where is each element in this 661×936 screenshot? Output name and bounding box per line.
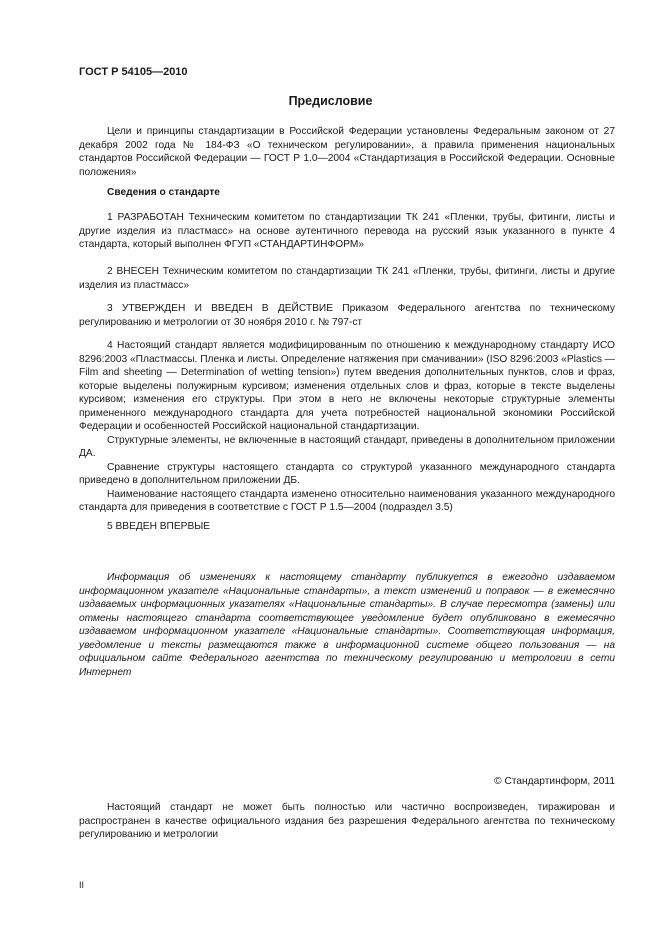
- intro-paragraph: Цели и принципы стандартизации в Российской Федерации установлены Федеральным законом от 27 декабря 2002 года № 184-ФЗ «О техническом регулировании», а правила применения национальных стандартов Российской Федерации — ГОСТ Р 1.0—2004 «Стандартизация в Российской Федерации. Основные положения»: [79, 126, 615, 178]
- item-5: 5 ВВЕДЕН ВПЕРВЫЕ: [107, 521, 211, 532]
- item-4: [79, 339, 615, 515]
- page-number: II: [79, 880, 85, 890]
- copyright: © Стандартинформ, 2011: [494, 776, 615, 787]
- item-2: 2 ВНЕСЕН Техническим комитетом по стандартизации ТК 241 «Пленки, трубы, фитинги, листы и другие изделия из пластмасс»: [79, 266, 615, 291]
- item-4-main: 4 Настоящий стандарт является модифицированным по отношению к международному стандарту ИСО 8296:2003 «Пластмассы. Пленка и листы. Определение натяжения при смачивании» (ISO 8296:2003 «Plastics — Film and sheeting — Determination of wetting tension») путем введения дополнительных пунктов, слов и фраз, которые выделены полужирным курсивом; изменения отдельных слов и фраз, которые в тексте выделены курсивом; изменения его структуры. При этом в него не включены некоторые структурные элементы примененного международного стандарта для учета потребностей национальной экономики Российской Федерации и особенностей Российской национальной стандартизации.: [79, 340, 615, 432]
- item-4-structure: Структурные элементы, не включенные в настоящий стандарт, приведены в дополнительном приложении ДА.: [79, 434, 615, 459]
- standard-number: ГОСТ Р 54105—2010: [79, 66, 188, 78]
- changes-notice: Информация об изменениях к настоящему стандарту публикуется в ежегодно издаваемом информационном указателе «Национальные стандарты», а текст изменений и поправок — в ежемесячно издаваемых информационных указателях «Национальные стандарты». В случае пересмотра (замены) или отмены настоящего стандарта соответствующее уведомление будет опубликовано в ежемесячно издаваемом информационном указателе «Национальные стандарты». Соответствующая информация, уведомление и тексты размещаются также в информационной системе общего пользования — на официальном сайте Федерального агентства по техническому регулированию и метрологии в сети Интернет: [79, 572, 615, 678]
- item-3: 3 УТВЕРЖДЕН И ВВЕДЕН В ДЕЙСТВИЕ Приказом Федерального агентства по техническому регулированию и метрологии от 30 ноября 2010 г. № 797-ст: [79, 303, 615, 328]
- item-1: 1 РАЗРАБОТАН Техническим комитетом по стандартизации ТК 241 «Пленки, трубы, фитинги, листы и другие изделия из пластмасс» на основе аутентичного перевода на русский язык указанного в пункте 4 стандарта, который выполнен ФГУП «СТАНДАРТИНФОРМ»: [79, 212, 615, 250]
- rights-notice: Настоящий стандарт не может быть полностью или частично воспроизведен, тиражирован и распространен в качестве официального издания без разрешения Федерального агентства по техническому регулированию и метрологии: [79, 802, 615, 840]
- info-heading: Сведения о стандарте: [107, 187, 220, 198]
- item-4-comparison: Сравнение структуры настоящего стандарта со структурой указанного международного стандарта приведено в дополнительном приложении ДБ.: [79, 461, 615, 486]
- item-4-name-change: Наименование настоящего стандарта изменено относительно наименования указанного международного стандарта для приведения в соответствие с ГОСТ Р 1.5—2004 (подраздел 3.5): [79, 488, 615, 513]
- page-title: Предисловие: [288, 94, 373, 108]
